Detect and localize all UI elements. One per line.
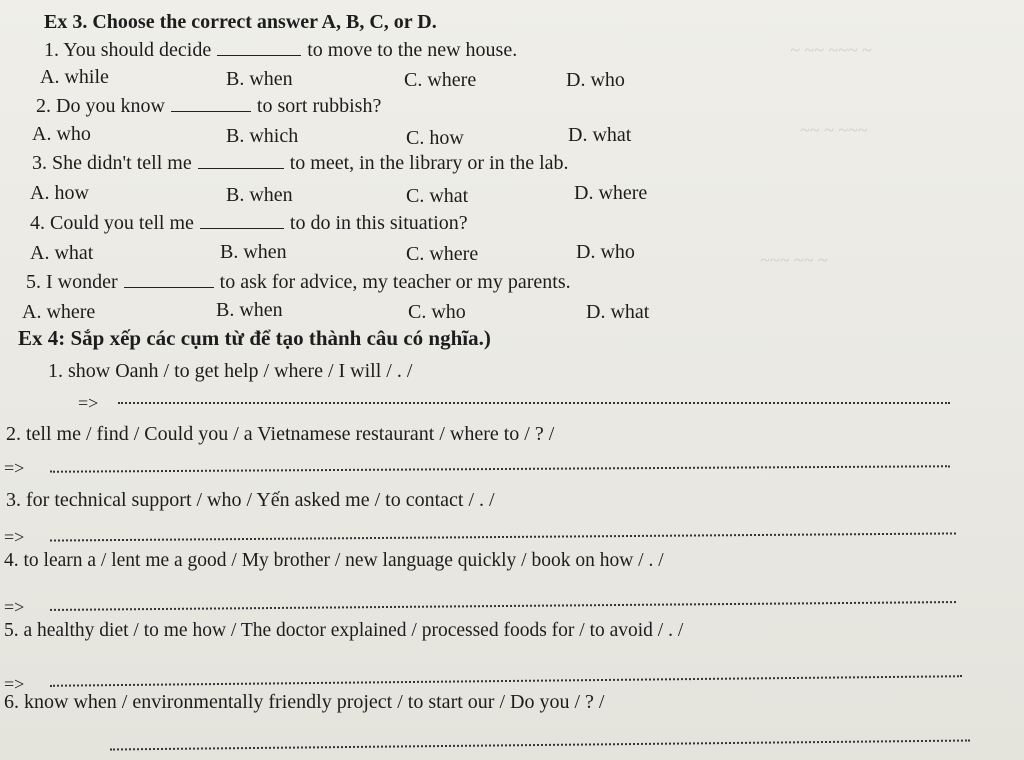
question-3-stem: 3. She didn't tell me xyxy=(32,152,192,174)
sentence-item-2: 2. tell me / find / Could you / a Vietnamese restaurant / where to / ? / xyxy=(6,423,555,445)
answer-line[interactable] xyxy=(50,532,956,541)
question-2-tail: to sort rubbish? xyxy=(256,95,382,117)
answer-arrow: => xyxy=(78,393,99,413)
ex3-title: Ex 3. Choose the correct answer A, B, C, or D. xyxy=(44,11,437,33)
answer-line[interactable] xyxy=(50,601,956,611)
ex4-title: Ex 4: Sắp xếp các cụm từ để tạo thành câu có nghĩa.) xyxy=(18,326,491,350)
answer-line[interactable] xyxy=(118,402,950,404)
question-4 xyxy=(30,213,468,233)
option-a[interactable]: A. while xyxy=(40,66,109,88)
show-through-text: ~~~ ~~ ~ xyxy=(760,250,828,270)
option-a[interactable]: A. what xyxy=(30,242,94,264)
answer-arrow: => xyxy=(4,458,25,478)
question-4-stem: 4. Could you tell me xyxy=(30,212,194,234)
option-d[interactable]: D. what xyxy=(568,124,632,146)
show-through-text: ~~ ~ ~~~ xyxy=(800,120,868,140)
option-a[interactable]: A. who xyxy=(32,123,91,145)
option-c[interactable]: C. how xyxy=(406,127,464,149)
sentence-item-5: 5. a healthy diet / to me how / The doctor explained / processed foods for / to avoid / . / xyxy=(4,620,684,641)
answer-blank[interactable] xyxy=(217,41,301,56)
question-1-stem: 1. You should decide xyxy=(44,39,212,61)
option-a[interactable]: A. how xyxy=(30,182,89,204)
option-a[interactable]: A. where xyxy=(22,301,96,323)
answer-blank[interactable] xyxy=(171,97,251,112)
option-b[interactable]: B. which xyxy=(226,125,299,147)
question-5-tail: to ask for advice, my teacher or my parents. xyxy=(219,271,571,293)
question-3-tail: to meet, in the library or in the lab. xyxy=(289,152,569,174)
option-c[interactable]: C. where xyxy=(404,69,477,91)
answer-arrow: => xyxy=(4,527,25,547)
sentence-item-1: 1. show Oanh / to get help / where / I will / . / xyxy=(48,360,413,382)
question-4-tail: to do in this situation? xyxy=(289,212,468,234)
sentence-item-3: 3. for technical support / who / Yến asked me / to contact / . / xyxy=(6,489,495,511)
option-d[interactable]: D. who xyxy=(576,241,635,263)
option-b[interactable]: B. when xyxy=(226,68,293,90)
option-d[interactable]: D. where xyxy=(574,182,648,204)
question-1-tail: to move to the new house. xyxy=(307,39,518,61)
answer-line[interactable] xyxy=(50,465,950,472)
question-2 xyxy=(36,96,381,116)
answer-arrow: => xyxy=(4,597,25,617)
answer-blank[interactable] xyxy=(200,214,284,229)
show-through-text: ~ ~~ ~~~ ~ xyxy=(790,40,872,60)
option-d[interactable]: D. what xyxy=(586,301,650,323)
answer-line[interactable] xyxy=(50,675,962,687)
option-b[interactable]: B. when xyxy=(216,299,283,321)
option-b[interactable]: B. when xyxy=(220,241,287,263)
option-b[interactable]: B. when xyxy=(226,184,293,206)
answer-blank[interactable] xyxy=(124,273,214,288)
question-5-stem: 5. I wonder xyxy=(26,271,118,293)
answer-line[interactable] xyxy=(110,739,970,750)
option-d[interactable]: D. who xyxy=(566,69,625,91)
question-5 xyxy=(26,272,571,292)
question-3 xyxy=(32,153,569,173)
question-1 xyxy=(44,40,517,60)
option-c[interactable]: C. where xyxy=(406,243,479,265)
option-c[interactable]: C. what xyxy=(406,185,469,207)
option-c[interactable]: C. who xyxy=(408,301,466,323)
sentence-item-6: 6. know when / environmentally friendly project / to start our / Do you / ? / xyxy=(4,691,605,713)
answer-arrow: => xyxy=(4,674,25,694)
sentence-item-4: 4. to learn a / lent me a good / My brother / new language quickly / book on how / . / xyxy=(4,550,664,571)
answer-blank[interactable] xyxy=(198,154,284,169)
question-2-stem: 2. Do you know xyxy=(36,95,165,117)
